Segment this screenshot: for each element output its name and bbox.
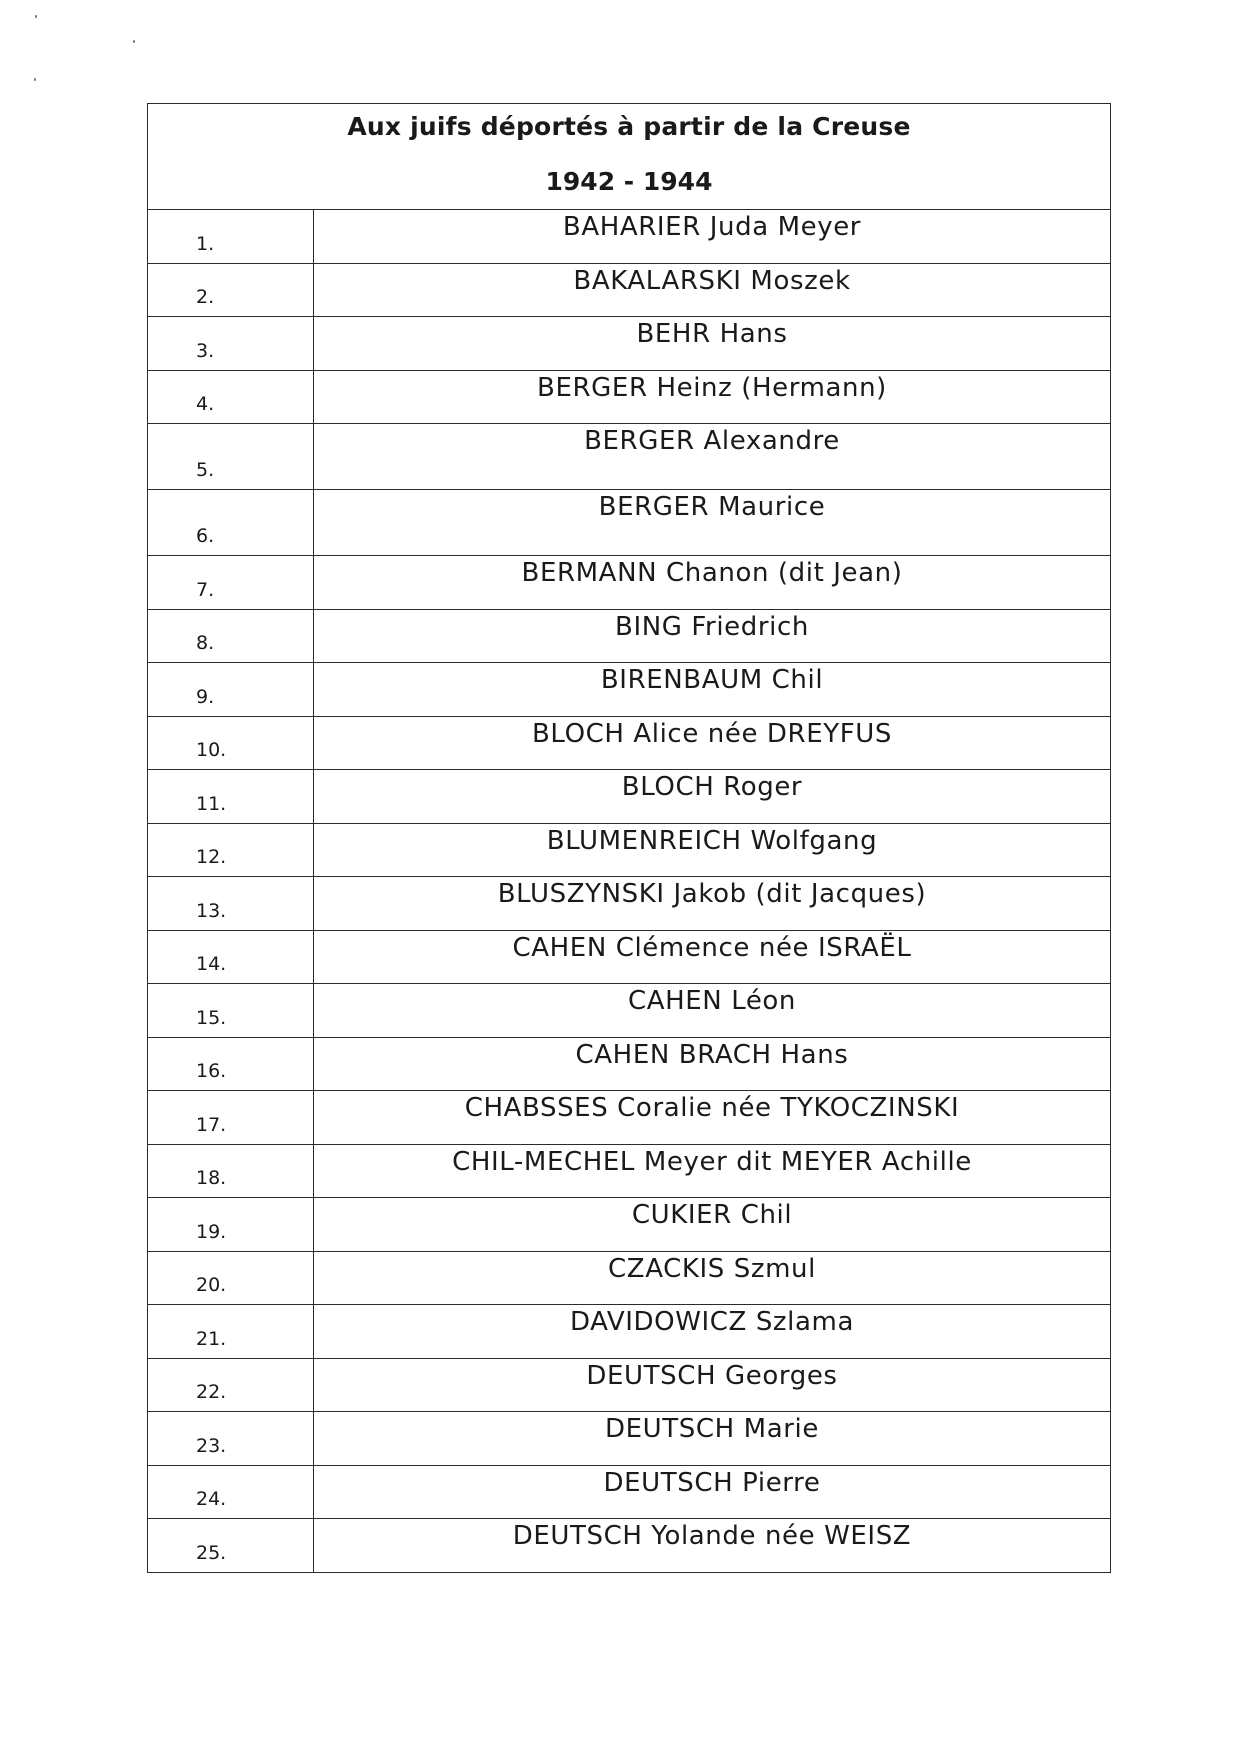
document-years: 1942 - 1944	[545, 167, 713, 196]
entry-number: 2.	[148, 263, 314, 317]
scan-speck	[35, 15, 37, 18]
entry-number: 1.	[148, 210, 314, 264]
memorial-table	[147, 103, 1111, 1573]
entry-name: BERGER Alexandre	[314, 424, 1111, 490]
entry-number: 13.	[148, 877, 314, 931]
entry-name: BERGER Heinz (Hermann)	[314, 370, 1111, 424]
entry-name: CZACKIS Szmul	[314, 1251, 1111, 1305]
entry-name: CUKIER Chil	[314, 1198, 1111, 1252]
table-header	[148, 104, 1111, 210]
entry-number: 18.	[148, 1144, 314, 1198]
scan-speck	[133, 40, 135, 43]
entry-number: 7.	[148, 556, 314, 610]
entry-number: 8.	[148, 609, 314, 663]
entry-name: DEUTSCH Marie	[314, 1412, 1111, 1466]
entry-number: 3.	[148, 317, 314, 371]
entry-number: 4.	[148, 370, 314, 424]
entry-name: CAHEN Léon	[314, 984, 1111, 1038]
entry-name: CHIL-MECHEL Meyer dit MEYER Achille	[314, 1144, 1111, 1198]
entry-number: 6.	[148, 490, 314, 556]
entry-number: 16.	[148, 1037, 314, 1091]
entry-name: CAHEN Clémence née ISRAËL	[314, 930, 1111, 984]
entry-number: 25.	[148, 1519, 314, 1573]
entry-number: 10.	[148, 716, 314, 770]
entry-number: 22.	[148, 1358, 314, 1412]
entry-name: BEHR Hans	[314, 317, 1111, 371]
entry-number: 23.	[148, 1412, 314, 1466]
entry-name: DEUTSCH Pierre	[314, 1465, 1111, 1519]
entry-number: 21.	[148, 1305, 314, 1359]
entry-name: CAHEN BRACH Hans	[314, 1037, 1111, 1091]
entry-name: BAHARIER Juda Meyer	[314, 210, 1111, 264]
entry-name: BERMANN Chanon (dit Jean)	[314, 556, 1111, 610]
entry-name: BING Friedrich	[314, 609, 1111, 663]
entry-number: 20.	[148, 1251, 314, 1305]
entry-name: CHABSSES Coralie née TYKOCZINSKI	[314, 1091, 1111, 1145]
entry-name: BLOCH Alice née DREYFUS	[314, 716, 1111, 770]
entry-name: BERGER Maurice	[314, 490, 1111, 556]
entry-number: 17.	[148, 1091, 314, 1145]
entry-name: BLUMENREICH Wolfgang	[314, 823, 1111, 877]
entry-name: DEUTSCH Yolande née WEISZ	[314, 1519, 1111, 1573]
entry-number: 11.	[148, 770, 314, 824]
entry-name: BLOCH Roger	[314, 770, 1111, 824]
entry-number: 14.	[148, 930, 314, 984]
entry-name: DEUTSCH Georges	[314, 1358, 1111, 1412]
entry-name: BIRENBAUM Chil	[314, 663, 1111, 717]
entry-number: 5.	[148, 424, 314, 490]
entry-number: 12.	[148, 823, 314, 877]
scan-speck	[34, 78, 36, 81]
entry-number: 19.	[148, 1198, 314, 1252]
entry-number: 15.	[148, 984, 314, 1038]
document-title: Aux juifs déportés à partir de la Creuse	[347, 112, 911, 141]
entry-name: BLUSZYNSKI Jakob (dit Jacques)	[314, 877, 1111, 931]
entry-name: BAKALARSKI Moszek	[314, 263, 1111, 317]
entry-number: 9.	[148, 663, 314, 717]
entry-name: DAVIDOWICZ Szlama	[314, 1305, 1111, 1359]
entry-number: 24.	[148, 1465, 314, 1519]
